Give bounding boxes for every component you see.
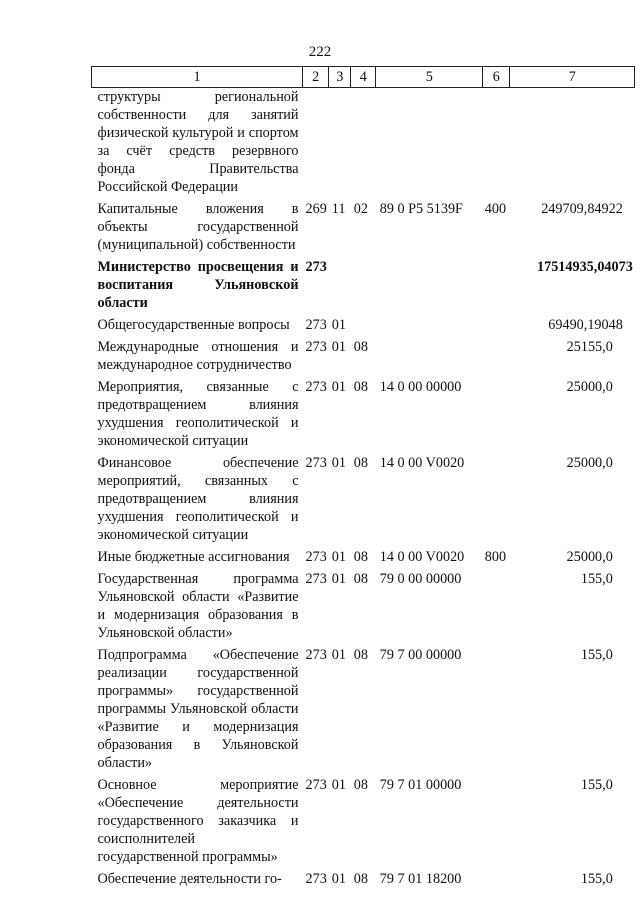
row-code-section: 01 — [331, 549, 346, 565]
header-cell-1: 1 — [92, 67, 303, 88]
row-amount: 155,0 — [580, 647, 613, 663]
row-code-expense-type — [483, 378, 510, 454]
row-code-ministry: 273 — [305, 339, 327, 355]
row-code-expense-type: 800 — [484, 549, 507, 565]
table-row — [92, 870, 635, 888]
row-code-expense-type — [483, 454, 510, 548]
table-header — [92, 67, 635, 88]
row-name: Капитальные вложения в объекты государственной (муниципальной) собственности — [97, 201, 299, 253]
table-row — [92, 316, 635, 338]
header-cell-7: 7 — [510, 67, 635, 88]
row-code-expense-type — [483, 88, 510, 201]
row-code-subsection: 08 — [353, 339, 368, 355]
row-code-expense-type — [483, 870, 510, 888]
row-code-expense-type — [483, 338, 510, 378]
header-cell-5: 5 — [376, 67, 483, 88]
row-code-target — [376, 258, 483, 316]
row-code-ministry: 269 — [305, 201, 327, 217]
row-name: Министерство просвещения и воспитания Ульяновской области — [97, 259, 299, 311]
row-code-section: 01 — [331, 339, 346, 355]
row-code-target: 79 0 00 00000 — [379, 571, 462, 587]
row-amount: 17514935,04073 — [537, 259, 633, 275]
row-code-section: 01 — [331, 455, 346, 471]
row-name: Государственная программа Ульяновской области «Развитие и модернизация образования в Ульяновской области» — [97, 571, 299, 641]
row-code-subsection: 08 — [353, 379, 368, 395]
row-code-section — [329, 88, 351, 201]
row-code-subsection: 08 — [353, 549, 368, 565]
row-code-subsection: 08 — [353, 777, 368, 793]
row-code-target — [376, 338, 483, 378]
row-name: Мероприятия, связанные с предотвращением влияния ухудшения геополитической и экономической ситуации — [97, 379, 299, 449]
row-code-ministry: 273 — [305, 455, 327, 471]
row-code-ministry: 273 — [305, 871, 327, 887]
row-code-ministry: 273 — [305, 317, 327, 333]
table-row — [92, 88, 635, 201]
row-code-expense-type — [483, 570, 510, 646]
header-cell-4: 4 — [351, 67, 376, 88]
row-code-ministry: 273 — [305, 549, 327, 565]
row-amount: 25000,0 — [566, 549, 613, 565]
row-code-section: 01 — [331, 871, 346, 887]
row-code-ministry: 273 — [305, 777, 327, 793]
row-amount: 155,0 — [580, 571, 613, 587]
row-amount: 25155,0 — [566, 339, 613, 355]
row-amount: 155,0 — [580, 777, 613, 793]
table-body — [92, 88, 635, 889]
row-code-target: 79 7 00 00000 — [379, 647, 462, 663]
row-code-target: 14 0 00 V0020 — [379, 455, 465, 471]
row-name: Международные отношения и международное сотрудничество — [97, 339, 299, 373]
row-amount: 155,0 — [580, 871, 613, 887]
row-code-expense-type: 400 — [484, 201, 507, 217]
row-code-expense-type — [483, 316, 510, 338]
row-code-subsection: 08 — [353, 571, 368, 587]
row-code-expense-type — [483, 258, 510, 316]
row-code-ministry — [303, 88, 329, 201]
row-name: Обеспечение деятельности го- — [97, 871, 282, 887]
row-name: Подпрограмма «Обеспечение реализации государственной программы» государственной программы Ульяновской области «Развитие и модернизация образования в Ульяновской области» — [97, 647, 299, 771]
row-code-target: 14 0 00 00000 — [379, 379, 462, 395]
row-name: структуры региональной собственности для занятий физической культурой и спортом за счёт средств резервного фонда Правительства Российской Федерации — [97, 89, 299, 195]
row-code-expense-type — [483, 776, 510, 870]
table-row — [92, 776, 635, 870]
row-code-section: 01 — [331, 777, 346, 793]
row-code-section: 01 — [331, 571, 346, 587]
row-code-subsection — [351, 88, 376, 201]
row-code-target: 79 7 01 00000 — [379, 777, 462, 793]
row-code-target — [376, 316, 483, 338]
row-amount: 25000,0 — [566, 455, 613, 471]
row-amount: 249709,84922 — [541, 201, 623, 217]
budget-table — [91, 66, 635, 888]
row-amount — [510, 88, 635, 201]
table-row — [92, 570, 635, 646]
table-row — [92, 378, 635, 454]
table-row — [92, 338, 635, 378]
row-code-section: 11 — [331, 201, 346, 217]
header-cell-3: 3 — [329, 67, 351, 88]
row-code-target — [376, 88, 483, 201]
row-code-expense-type — [483, 646, 510, 776]
row-code-subsection: 08 — [353, 455, 368, 471]
row-code-section: 01 — [331, 647, 346, 663]
row-code-target: 14 0 00 V0020 — [379, 549, 465, 565]
row-code-subsection: 08 — [353, 871, 368, 887]
table-row — [92, 646, 635, 776]
row-code-subsection: 08 — [353, 647, 368, 663]
table-row — [92, 258, 635, 316]
header-row — [92, 67, 635, 88]
header-cell-6: 6 — [483, 67, 510, 88]
row-code-target: 79 7 01 18200 — [379, 871, 462, 887]
row-name: Основное мероприятие «Обеспечение деятельности государственного заказчика и соисполнителей государственной программы» — [97, 777, 299, 865]
row-name: Иные бюджетные ассигнования — [97, 549, 290, 565]
row-code-subsection: 02 — [353, 201, 368, 217]
table-row — [92, 200, 635, 258]
row-code-section — [329, 258, 351, 316]
row-code-subsection — [351, 316, 376, 338]
table-row — [92, 454, 635, 548]
row-name: Общегосударственные вопросы — [97, 317, 290, 333]
page-number: 222 — [308, 44, 332, 60]
row-code-subsection — [351, 258, 376, 316]
row-code-ministry: 273 — [305, 647, 327, 663]
row-amount: 25000,0 — [566, 379, 613, 395]
header-cell-2: 2 — [303, 67, 329, 88]
row-code-ministry: 273 — [305, 259, 327, 275]
row-code-ministry: 273 — [305, 379, 327, 395]
row-code-section: 01 — [331, 317, 346, 333]
table-row — [92, 548, 635, 570]
row-code-ministry: 273 — [305, 571, 327, 587]
row-code-section: 01 — [331, 379, 346, 395]
row-code-target: 89 0 P5 5139F — [379, 201, 463, 217]
row-amount: 69490,19048 — [548, 317, 623, 333]
row-name: Финансовое обеспечение мероприятий, связанных с предотвращением влияния ухудшения геополитической и экономической ситуации — [97, 455, 299, 543]
